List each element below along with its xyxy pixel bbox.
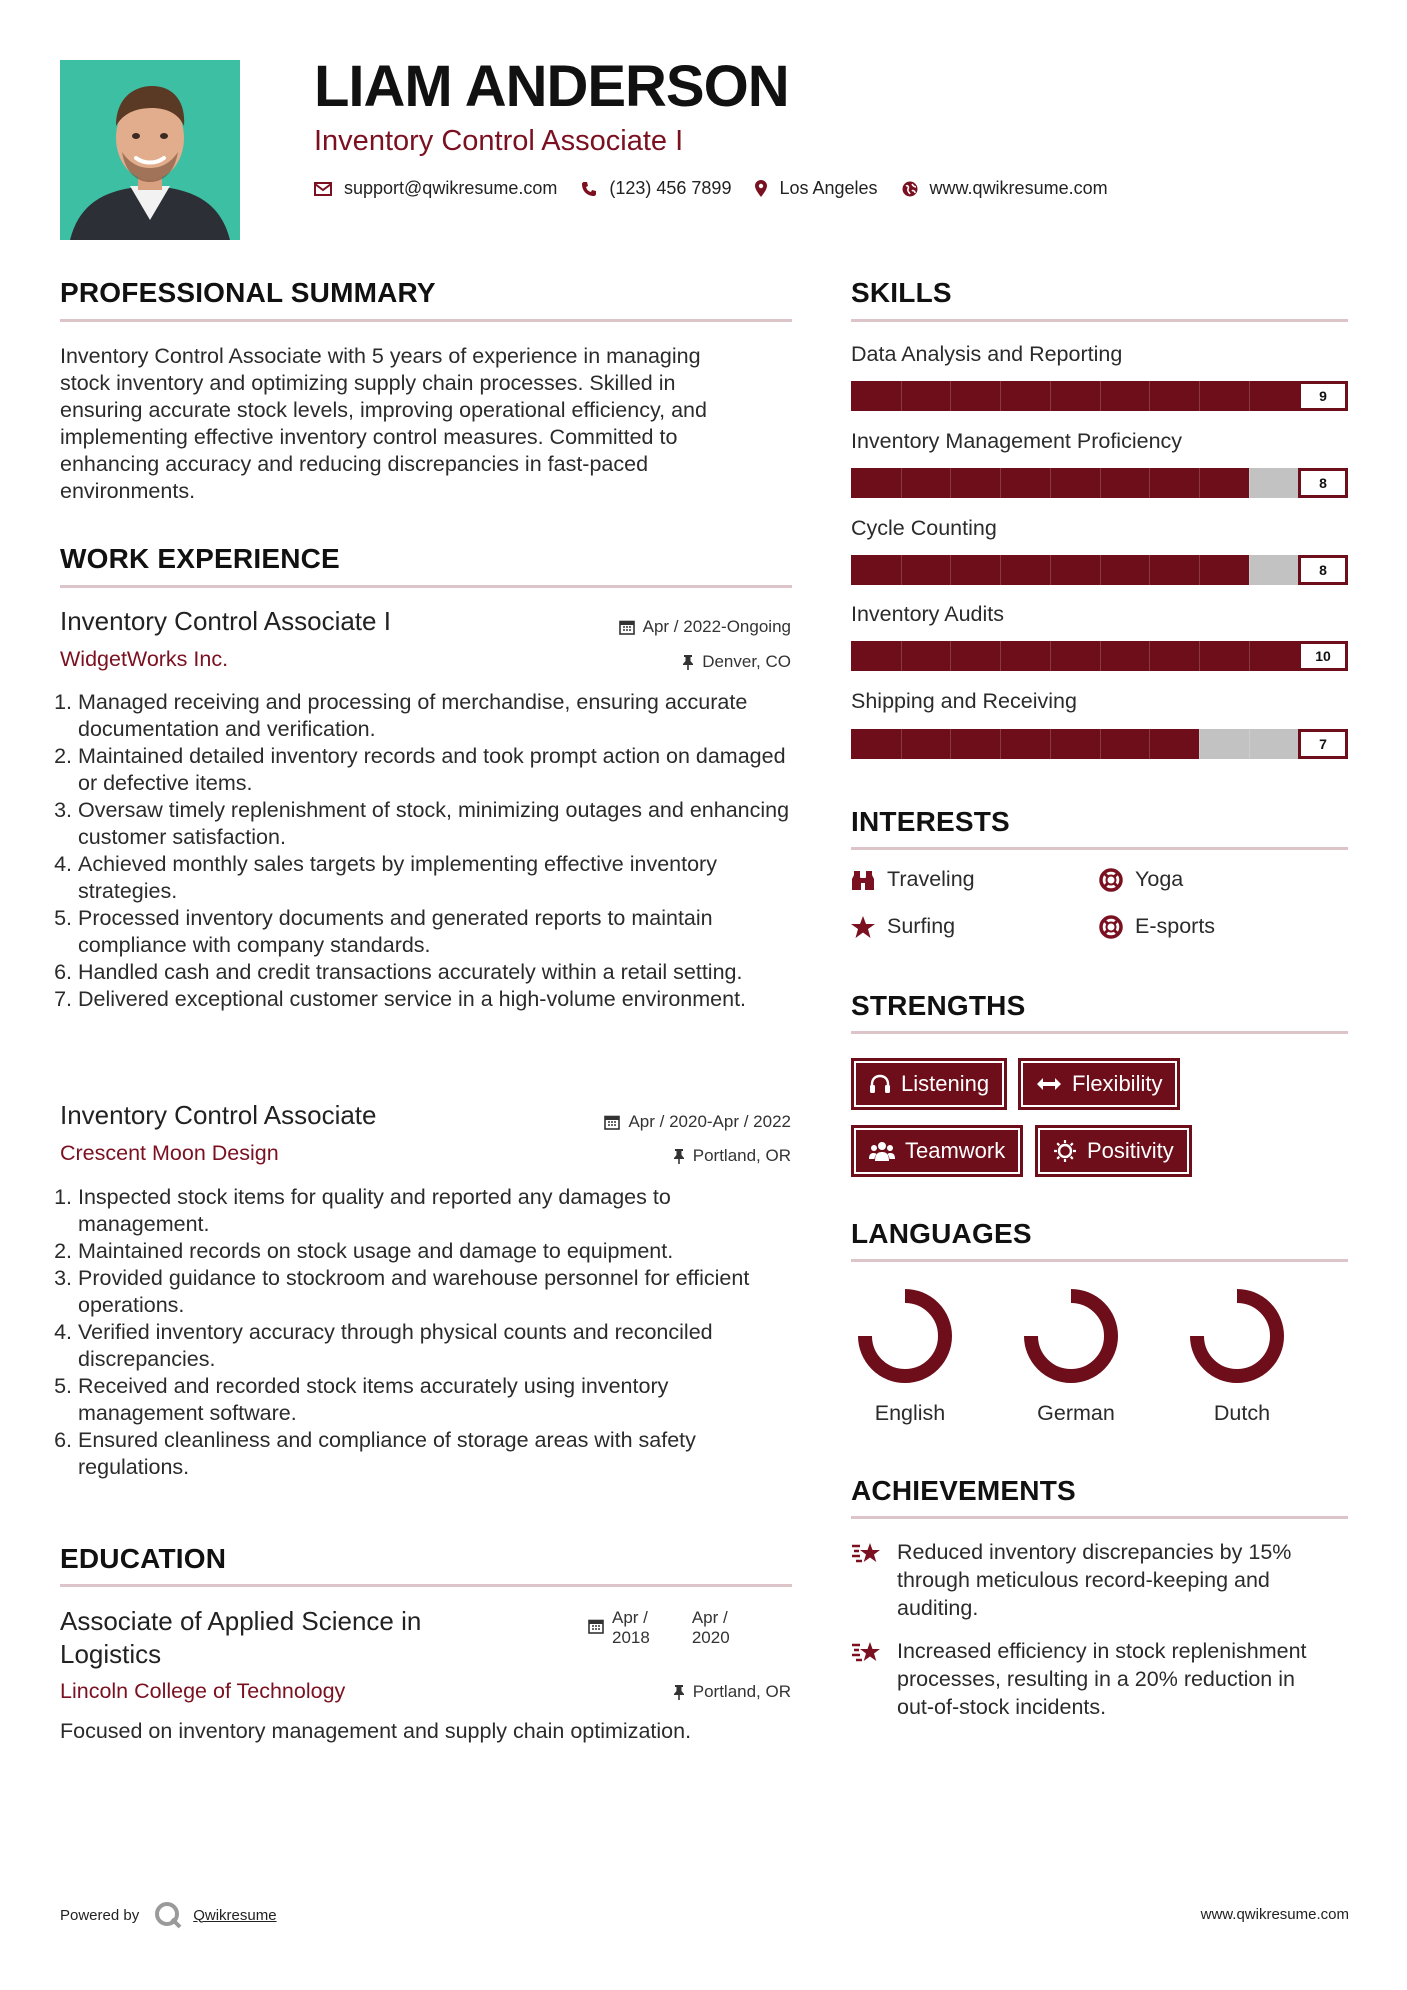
skill-label: Cycle Counting [851,516,997,540]
achievement-text [897,1538,1291,1622]
pushpin-icon [673,1684,685,1700]
experience-heading: WORK EXPERIENCE [60,543,340,574]
list-item: 1. Inspected stock items for quality and reported any damages to management. [78,1184,795,1238]
map-pin-icon [755,180,767,197]
contact-location [755,178,877,199]
footer-powered-by [60,1900,277,1930]
job-dates [604,1112,791,1132]
language-gauge-arc [865,1296,945,1376]
interests-heading: INTERESTS [851,806,1010,837]
shooting-star-icon [851,1639,883,1665]
achievement-line: Reduced inventory discrepancies by 15% [897,1540,1292,1564]
skill-bar-segment [1000,468,1001,498]
education-start [612,1608,650,1648]
job-location-text: Portland, OR [692,1146,791,1165]
education-location-text: Portland, OR [692,1682,791,1701]
skill-bar-segment [1149,381,1150,411]
summary-divider [60,319,792,322]
contact-phone-text: (123) 456 7899 [609,178,732,198]
strengths-heading: STRENGTHS [851,990,1026,1021]
users-icon [869,1141,895,1161]
list-item: 4. Achieved monthly sales targets by implementing effective inventory strategies. [78,851,795,905]
language-gauge-arc [1031,1296,1111,1376]
sun-icon [1053,1139,1077,1163]
contact-bar [314,178,1132,199]
pushpin-icon [682,654,694,670]
education-start-year: 2018 [612,1628,650,1647]
lifebuoy-icon [1099,868,1123,892]
skill-bar-segment [1249,381,1250,411]
achievement-item [851,1637,1351,1721]
strength-chip [1018,1058,1180,1110]
education-location [673,1682,791,1702]
school-name: Lincoln College of Technology [60,1679,346,1703]
achievements-heading: ACHIEVEMENTS [851,1475,1076,1506]
strengths-divider [851,1031,1348,1034]
strength-chip [851,1058,1007,1110]
strength-label: Positivity [1087,1138,1174,1163]
skill-bar [851,555,1348,585]
strength-label: Flexibility [1072,1071,1163,1096]
qwikresume-logo-icon [153,1900,183,1930]
skill-bar-segment [1199,381,1200,411]
skill-bar-segment [1199,641,1200,671]
candidate-title: Inventory Control Associate I [314,125,684,157]
skill-bar-segment [1100,381,1101,411]
interest-label: E-sports [1135,914,1216,938]
skill-label: Inventory Audits [851,602,1004,626]
globe-icon [902,181,918,197]
language-gauge [857,1288,953,1384]
interest-label: Traveling [887,867,975,891]
list-item: 5. Received and recorded stock items accurately using inventory management software. [78,1373,795,1427]
skill-bar-segment [950,381,951,411]
contact-website-text: www.qwikresume.com [929,178,1108,198]
interest-item [1099,867,1183,892]
calendar-icon [619,619,635,635]
skill-score: 8 [1298,555,1348,585]
skill-bar-segment [950,729,951,759]
skill-bar-segment [1100,729,1101,759]
skill-score: 10 [1298,641,1348,671]
skill-bar-segment [950,641,951,671]
education-dates [588,1608,730,1648]
achievement-line: processes, resulting in a 20% reduction in [897,1667,1295,1691]
strength-label: Listening [901,1071,990,1096]
job-dates-text: Apr / 2020-Apr / 2022 [628,1112,791,1131]
shooting-star-icon [851,1540,883,1566]
summary-line: stock inventory and optimizing supply chain processes. Skilled in [60,371,676,395]
job-duties [60,1184,795,1481]
skill-bar-segment [1050,729,1051,759]
list-item: 7. Delivered exceptional customer service in a high-volume environment. [78,986,795,1013]
language-gauge-arc [1197,1296,1277,1376]
list-item: 5. Processed inventory documents and generated reports to maintain compliance with company standards. [78,905,795,959]
skill-bar-segment [901,468,902,498]
skill-bar [851,468,1348,498]
interest-item [851,914,955,939]
summary-line: Inventory Control Associate with 5 years of experience in managing [60,344,701,368]
achievement-line: out-of-stock incidents. [897,1695,1107,1719]
avatar-illustration [60,60,240,240]
degree-title [60,1605,421,1671]
brand-link[interactable]: Qwikresume [193,1906,277,1924]
envelope-icon [314,182,332,196]
job-title: Inventory Control Associate I [60,606,391,636]
interests-divider [851,847,1348,850]
achievement-line: auditing. [897,1596,979,1620]
list-item: 2. Maintained detailed inventory records and took prompt action on damaged or defective items. [78,743,795,797]
skill-bar-segment [901,381,902,411]
language-label: Dutch [1213,1401,1271,1425]
skill-bar-segment [1000,381,1001,411]
education-end-year: 2020 [691,1628,730,1647]
education-end-month: Apr / [691,1608,728,1627]
contact-email-text: support@qwikresume.com [344,178,558,198]
list-item: 1. Managed receiving and processing of merchandise, ensuring accurate documentation and verification. [78,689,795,743]
education-description: Focused on inventory management and supply chain optimization. [60,1719,692,1743]
contact-phone[interactable] [581,178,731,199]
skill-label: Inventory Management Proficiency [851,429,1183,453]
skill-bar-segment [901,641,902,671]
achievement-text [897,1637,1307,1721]
contact-website[interactable] [902,178,1108,199]
skill-bar-segment [901,555,902,585]
skill-score: 8 [1298,468,1348,498]
skill-bar-fill [851,729,1199,759]
education-heading: EDUCATION [60,1543,227,1574]
skill-label: Shipping and Receiving [851,689,1077,713]
skill-bar-segment [1249,468,1250,498]
job-location [682,652,791,672]
contact-email[interactable] [314,178,557,199]
summary-text [60,343,800,505]
strength-label: Teamwork [905,1138,1006,1163]
interest-item [1099,914,1215,939]
summary-line: enhancing accuracy and reducing discrepancies in fast-paced [60,452,649,476]
interest-item [851,867,975,892]
list-item: 2. Maintained records on stock usage and damage to equipment. [78,1238,795,1265]
skill-bar-segment [1199,729,1200,759]
summary-heading: PROFESSIONAL SUMMARY [60,277,436,308]
summary-line: environments. [60,479,196,503]
skill-bar [851,729,1348,759]
phone-icon [581,181,597,197]
skill-bar-segment [1050,641,1051,671]
skill-bar-segment [1050,381,1051,411]
degree-line: Associate of Applied Science in [60,1606,422,1636]
languages-divider [851,1259,1348,1262]
list-item: 3. Provided guidance to stockroom and warehouse personnel for efficient operations. [78,1265,795,1319]
list-item: 3. Oversaw timely replenishment of stock, minimizing outages and enhancing customer satisfaction. [78,797,795,851]
skill-bar-segment [1249,555,1250,585]
education-start-month: Apr / [612,1608,648,1627]
skill-bar-segment [1149,468,1150,498]
skill-bar-segment [950,468,951,498]
calendar-icon [588,1618,604,1634]
interest-label: Yoga [1135,867,1184,891]
skill-bar-segment [1149,555,1150,585]
list-item: 4. Verified inventory accuracy through physical counts and reconciled discrepancies. [78,1319,795,1373]
skill-bar-segment [1199,468,1200,498]
summary-line: implementing effective inventory control measures. Committed to [60,425,678,449]
headphones-icon [869,1074,891,1094]
footer-website[interactable]: www.qwikresume.com [1200,1906,1349,1923]
list-item: 6. Ensured cleanliness and compliance of storage areas with safety regulations. [78,1427,795,1481]
education-end [692,1608,730,1648]
skill-bar-segment [901,729,902,759]
language-label: German [1037,1401,1115,1425]
powered-by-label: Powered by [60,1906,140,1924]
job-company: WidgetWorks Inc. [60,647,229,671]
interest-label: Surfing [887,914,956,938]
arrows-horizontal-icon [1036,1077,1062,1091]
skills-divider [851,319,1348,322]
job-dates-text: Apr / 2022-Ongoing [642,617,791,636]
skill-bar [851,641,1348,671]
job-location [673,1146,791,1166]
calendar-icon [604,1114,620,1130]
skills-heading: SKILLS [851,277,952,308]
skill-bar-segment [1000,641,1001,671]
language-label: English [874,1401,946,1425]
skill-bar-segment [1249,641,1250,671]
skill-bar-fill [851,381,1298,411]
job-dates [619,617,791,637]
skill-bar-segment [1100,641,1101,671]
contact-location-text: Los Angeles [779,178,878,198]
skill-bar-segment [1000,729,1001,759]
language-gauge [1023,1288,1119,1384]
skill-bar-segment [1249,729,1250,759]
skill-bar-segment [1100,468,1101,498]
job-company: Crescent Moon Design [60,1141,279,1165]
job-duties [60,689,795,1013]
star-icon [851,916,875,938]
achievements-divider [851,1516,1348,1519]
skill-score: 9 [1298,381,1348,411]
strength-chip [851,1125,1023,1177]
candidate-name: LIAM ANDERSON [314,54,789,119]
experience-divider [60,585,792,588]
binoculars-icon [851,869,875,891]
skill-bar-segment [1050,468,1051,498]
skill-score: 7 [1298,729,1348,759]
skill-bar-segment [1000,555,1001,585]
education-divider [60,1584,792,1587]
strength-chip [1035,1125,1192,1177]
achievement-line: through meticulous record-keeping and [897,1568,1270,1592]
skill-label: Data Analysis and Reporting [851,342,1123,366]
degree-line: Logistics [60,1639,162,1669]
job-location-text: Denver, CO [702,652,791,671]
skill-bar-segment [1050,555,1051,585]
list-item: 6. Handled cash and credit transactions accurately within a retail setting. [78,959,795,986]
job-title: Inventory Control Associate [60,1100,377,1130]
skill-bar-segment [1100,555,1101,585]
language-gauge [1189,1288,1285,1384]
achievement-item [851,1538,1351,1622]
summary-line: ensuring accurate stock levels, improving operational efficiency, and [60,398,707,422]
lifebuoy-icon [1099,915,1123,939]
pushpin-icon [673,1148,685,1164]
skill-bar-segment [1149,729,1150,759]
languages-heading: LANGUAGES [851,1218,1032,1249]
achievement-line: Increased efficiency in stock replenishment [897,1639,1307,1663]
skill-bar-segment [1149,641,1150,671]
skill-bar-segment [1199,555,1200,585]
profile-photo [60,60,240,240]
skill-bar-segment [950,555,951,585]
skill-bar [851,381,1348,411]
